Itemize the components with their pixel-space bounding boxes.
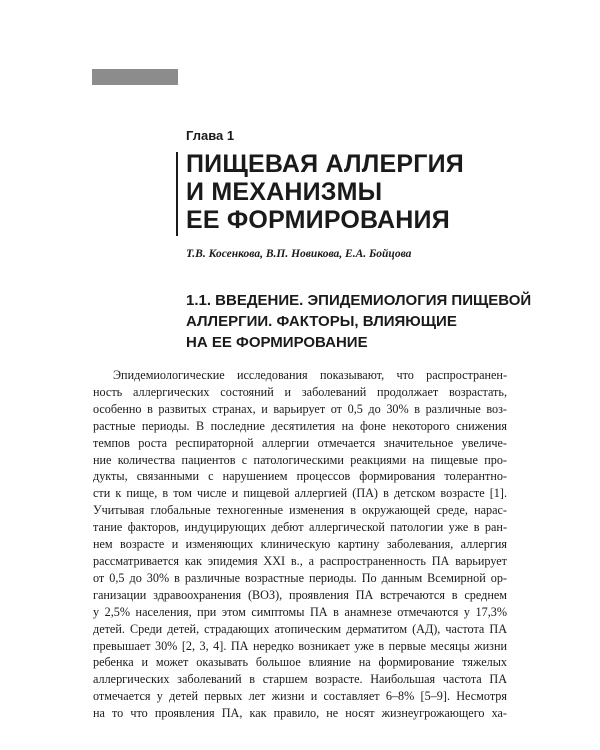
chapter-label: Глава 1 (186, 128, 235, 143)
body-line: превышает 30% [2, 3, 4]. ПА нередко возникает уже в первые месяцы жизни (93, 638, 507, 653)
chapter-title-line: И МЕХАНИЗМЫ (186, 178, 383, 206)
body-line: особенно в развитых странах, и варьирует от 0,5 до 30% в различные воз- (93, 401, 507, 416)
body-line: ность аллергических состояний и заболеваний продолжает возрастать, (93, 384, 507, 399)
chapter-title (186, 150, 464, 234)
body-line: сти к пище, в том числе и пищевой аллергией (ПА) в детском возрасте [1]. (93, 486, 507, 501)
body-line: рассматривается как эпидемия XXI в., а распространенность ПА варьирует (93, 553, 507, 568)
body-line: темпов роста респираторной аллергии отмечается значительное увеличе- (93, 435, 507, 450)
body-line: у 2,5% населения, при этом симптомы ПА в анамнезе отмечаются у 17,3% (93, 604, 507, 619)
section-title-line: АЛЛЕРГИИ. ФАКТОРЫ, ВЛИЯЮЩИЕ (186, 313, 457, 330)
body-line: отмечается у детей первых лет жизни и составляет 6–8% [5–9]. Несмотря (93, 689, 507, 704)
chapter-vertical-rule (176, 152, 178, 236)
body-paragraph (93, 367, 507, 722)
body-line: ние количества пациентов с патологическими реакциями на пищевые про- (93, 452, 507, 467)
body-line: ганизации здравоохранения (ВОЗ), проявления ПА встречаются в среднем (93, 587, 507, 602)
body-line: на то что проявления ПА, как правило, не носят жизнеугрожающего ха- (93, 706, 507, 721)
body-line: аллергических заболеваний в старшем возрасте. Наибольшая частота ПА (93, 672, 507, 687)
section-title-line: 1.1. ВВЕДЕНИЕ. ЭПИДЕМИОЛОГИЯ ПИЩЕВОЙ (186, 292, 532, 309)
body-line: Учитывая глобальные техногенные изменения в окружающей среде, нарас- (93, 503, 507, 518)
chapter-title-line: ЕЕ ФОРМИРОВАНИЯ (186, 206, 450, 234)
body-line: нем возрасте и изменяющих клиническую картину заболевания, аллергия (93, 537, 507, 552)
chapter-authors: Т.В. Косенкова, В.П. Новикова, Е.А. Бойцова (186, 248, 412, 260)
body-line: детей. Среди детей, страдающих атопическим дерматитом (АД), частота ПА (93, 621, 507, 636)
chapter-tab-marker (92, 69, 178, 85)
body-line: от 0,5 до 30% в различные возрастные периоды. По данным Всемирной ор- (93, 570, 507, 585)
body-line: дукты, связанными с нарушением процессов формирования толерантно- (93, 469, 507, 484)
body-line: ребенка и может оказывать большое влияние на формирование тяжелых (93, 655, 507, 670)
section-title-line: НА ЕЕ ФОРМИРОВАНИЕ (186, 334, 368, 351)
body-line: тание факторов, индуцирующих дебют аллергической патологии уже в ран- (93, 520, 507, 535)
body-line: Эпидемиологические исследования показывают, что распространен- (113, 368, 507, 382)
section-title (186, 290, 531, 353)
body-line: растные периоды. В последние десятилетия на фоне некоторого снижения (93, 418, 507, 433)
chapter-title-line: ПИЩЕВАЯ АЛЛЕРГИЯ (186, 150, 464, 178)
